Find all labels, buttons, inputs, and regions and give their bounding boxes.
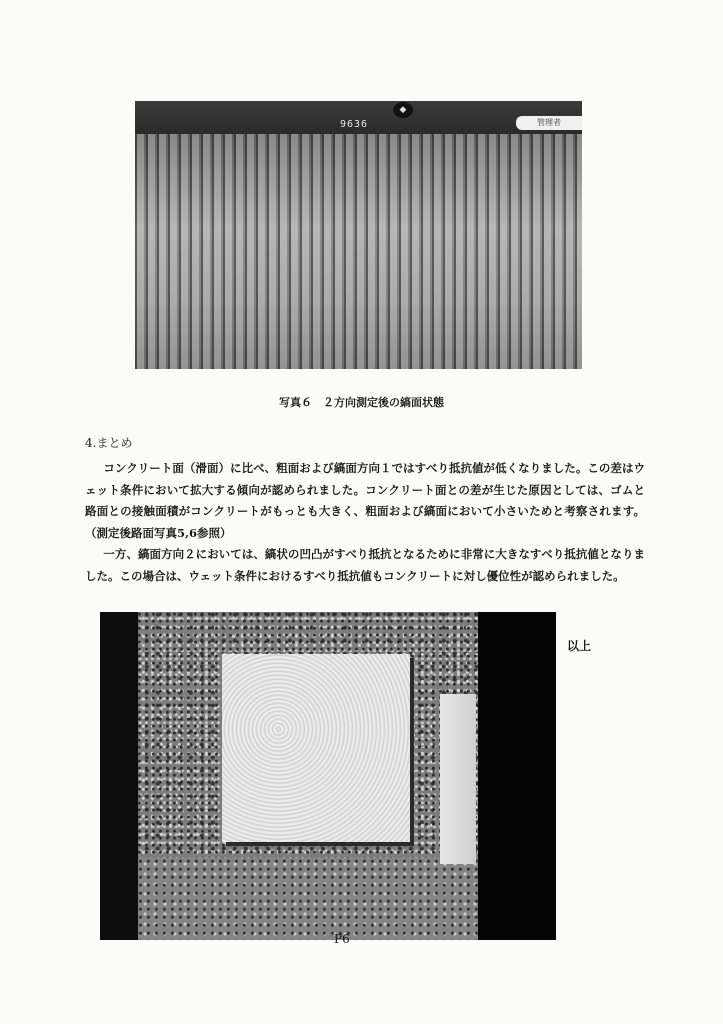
photo-right-light-strip [440, 694, 476, 864]
photo-concrete-specimen [100, 612, 556, 940]
photo-textured-square [222, 654, 410, 842]
paragraph-1: コンクリート面（滑面）に比べ、粗面および縞面方向１ではすべり抵抗値が低くなりました。この差はウェット条件において拡大する傾向が認められました。コンクリート面との差が生じた原因としては、ゴムと路面との接触面積がコンクリートがもっとも大きく、粗面および縞面において小さいためと考察されます。（測定後路面写真5,6参照） [85, 461, 645, 540]
page-number: P6 [334, 932, 350, 946]
photo-6-grooved-surface [135, 134, 582, 369]
photo-right-shadow [478, 612, 556, 940]
photo-6-striped-surface [135, 101, 582, 369]
photo-concrete-bottom [138, 858, 478, 940]
end-mark: 以上 [567, 639, 592, 653]
photo-6-id-number: 9636 [340, 119, 369, 130]
paragraph-2: 一方、縞面方向２においては、縞状の凹凸がすべり抵抗となるために非常に大きなすべり抵抗値となりました。この場合は、ウェット条件におけるすべり抵抗値もコンクリートに対し優位性が認められました。 [85, 547, 645, 583]
photo-6-caption: 写真６ ２方向測定後の縞面状態 [279, 396, 444, 409]
photo-6-tag-label: 管理者 [516, 116, 582, 130]
section-title: 4.まとめ [85, 436, 133, 450]
photo-6-marker-icon: ◆ [393, 102, 413, 118]
